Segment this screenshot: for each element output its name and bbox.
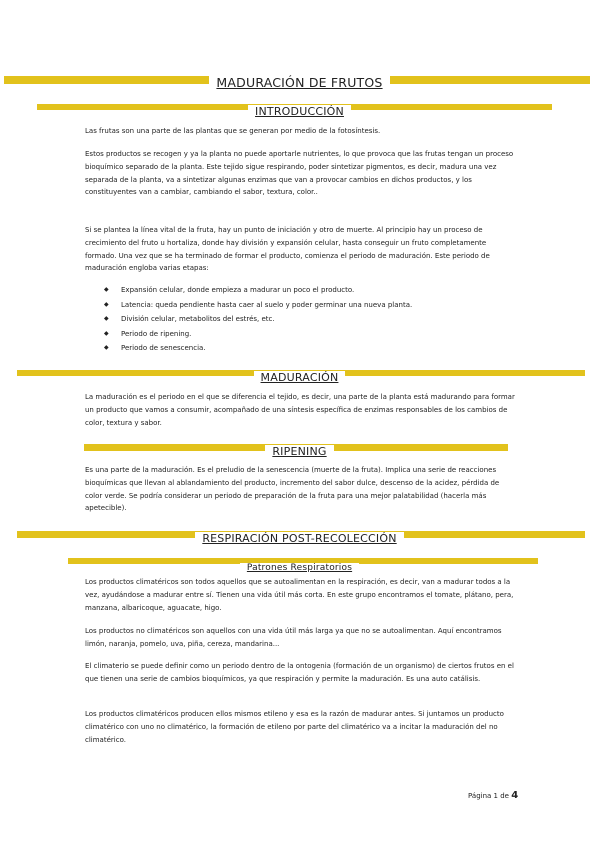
intro-heading-row xyxy=(0,100,599,116)
intro-paragraph-1: Las frutas son una parte de las plantas que se generan por medio de la fotosíntesis. xyxy=(85,127,381,135)
ripening-heading-row xyxy=(0,440,599,456)
intro-paragraph-2: Estos productos se recogen y ya la planta no puede aportarle nutrientes, lo que provoca que las frutas tengan un proceso bioquímico separado de la planta. Este tejido sigue respirando, poder sintetizar pigmentos, es decir, madura una vez separada de la planta, va a sintetizar algunas enzimas que van a provocar cambios en dichos productos, y los constituyentes van a cambiar, cambiando el sabor, textura, color.. xyxy=(85,150,514,197)
respiracion-heading-row xyxy=(0,527,599,543)
list-item: ◆ Periodo de senescencia. xyxy=(104,341,412,356)
intro-heading: INTRODUCCIÓN xyxy=(248,105,351,118)
stages-list xyxy=(104,283,412,356)
page-footer xyxy=(468,790,518,801)
list-item: ◆ Periodo de ripening. xyxy=(104,327,412,342)
respiracion-paragraph-1: Los productos climatéricos son todos aquellos que se autoalimentan en la respiración, es decir, van a madurar todos a la vez, ayudándose a madurar entre sí. Tienen una vida útil más corta. En este grupo encontramos el tomate, plátano, pera, manzana, albaricoque, aguacate, higo. xyxy=(85,578,514,612)
intro-paragraph-3: Si se plantea la línea vital de la fruta, hay un punto de iniciación y otro de muerte. Al principio hay un proceso de crecimiento del fruto u hortaliza, donde hay división y expansión celular, hasta conseguir un fruto completamente formado. Una vez que se ha terminado de formar el producto, comienza el periodo de maduración. Este periodo de maduración engloba varias etapas: xyxy=(85,226,490,273)
page-total: 4 xyxy=(511,790,519,801)
maduracion-heading: MADURACIÓN xyxy=(254,371,346,384)
page-label: Página 1 de xyxy=(468,792,509,800)
document-title: MADURACIÓN DE FRUTOS xyxy=(209,75,389,90)
respiracion-paragraph-2: Los productos no climatéricos son aquellos con una vida útil más larga ya que no se autoalimentan. Aquí encontramos limón, naranja, pomelo, uva, piña, cereza, mandarina... xyxy=(85,627,502,648)
ripening-heading: RIPENING xyxy=(265,445,333,458)
document-title-row xyxy=(0,72,599,88)
patrones-subheading: Patrones Respiratorios xyxy=(240,563,359,573)
list-item: ◆ Latencia: queda pendiente hasta caer al suelo y poder germinar una nueva planta. xyxy=(104,298,412,313)
list-item: ◆ División celular, metabolitos del estrés, etc. xyxy=(104,312,412,327)
respiracion-heading: RESPIRACIÓN POST-RECOLECCIÓN xyxy=(195,532,403,545)
respiracion-paragraph-4: Los productos climatéricos producen ellos mismos etileno y esa es la razón de madurar antes. Si juntamos un producto climatérico con uno no climatérico, la formación de etileno por parte del climatérico va a incitar la maduración del no climatérico. xyxy=(85,710,504,744)
patrones-heading-row xyxy=(0,555,599,571)
maduracion-heading-row xyxy=(0,366,599,382)
ripening-paragraph: Es una parte de la maduración. Es el preludio de la senescencia (muerte de la fruta). Implica una serie de reacciones bioquímicas que llevan al ablandamiento del producto, incremento del sabor dulce, descenso de la acidez, pérdida de color verde. Se podría considerar un periodo de preparación de la fruta para una mejor palatabilidad (hacerla más apetecible). xyxy=(85,466,500,513)
maduracion-paragraph: La maduración es el periodo en el que se diferencia el tejido, es decir, una parte de la planta está madurando para formar un producto que vamos a consumir, acompañado de una síntesis específica de enzimas responsables de los cambios de color, textura y sabor. xyxy=(85,393,515,427)
respiracion-paragraph-3: El climaterio se puede definir como un periodo dentro de la ontogenia (formación de un organismo) de ciertos frutos en el que tienen una serie de cambios bioquímicos, ya que respiración y permite la maduración. Es una auto catálisis. xyxy=(85,662,514,683)
list-item: ◆ Expansión celular, donde empieza a madurar un poco el producto. xyxy=(104,283,412,298)
